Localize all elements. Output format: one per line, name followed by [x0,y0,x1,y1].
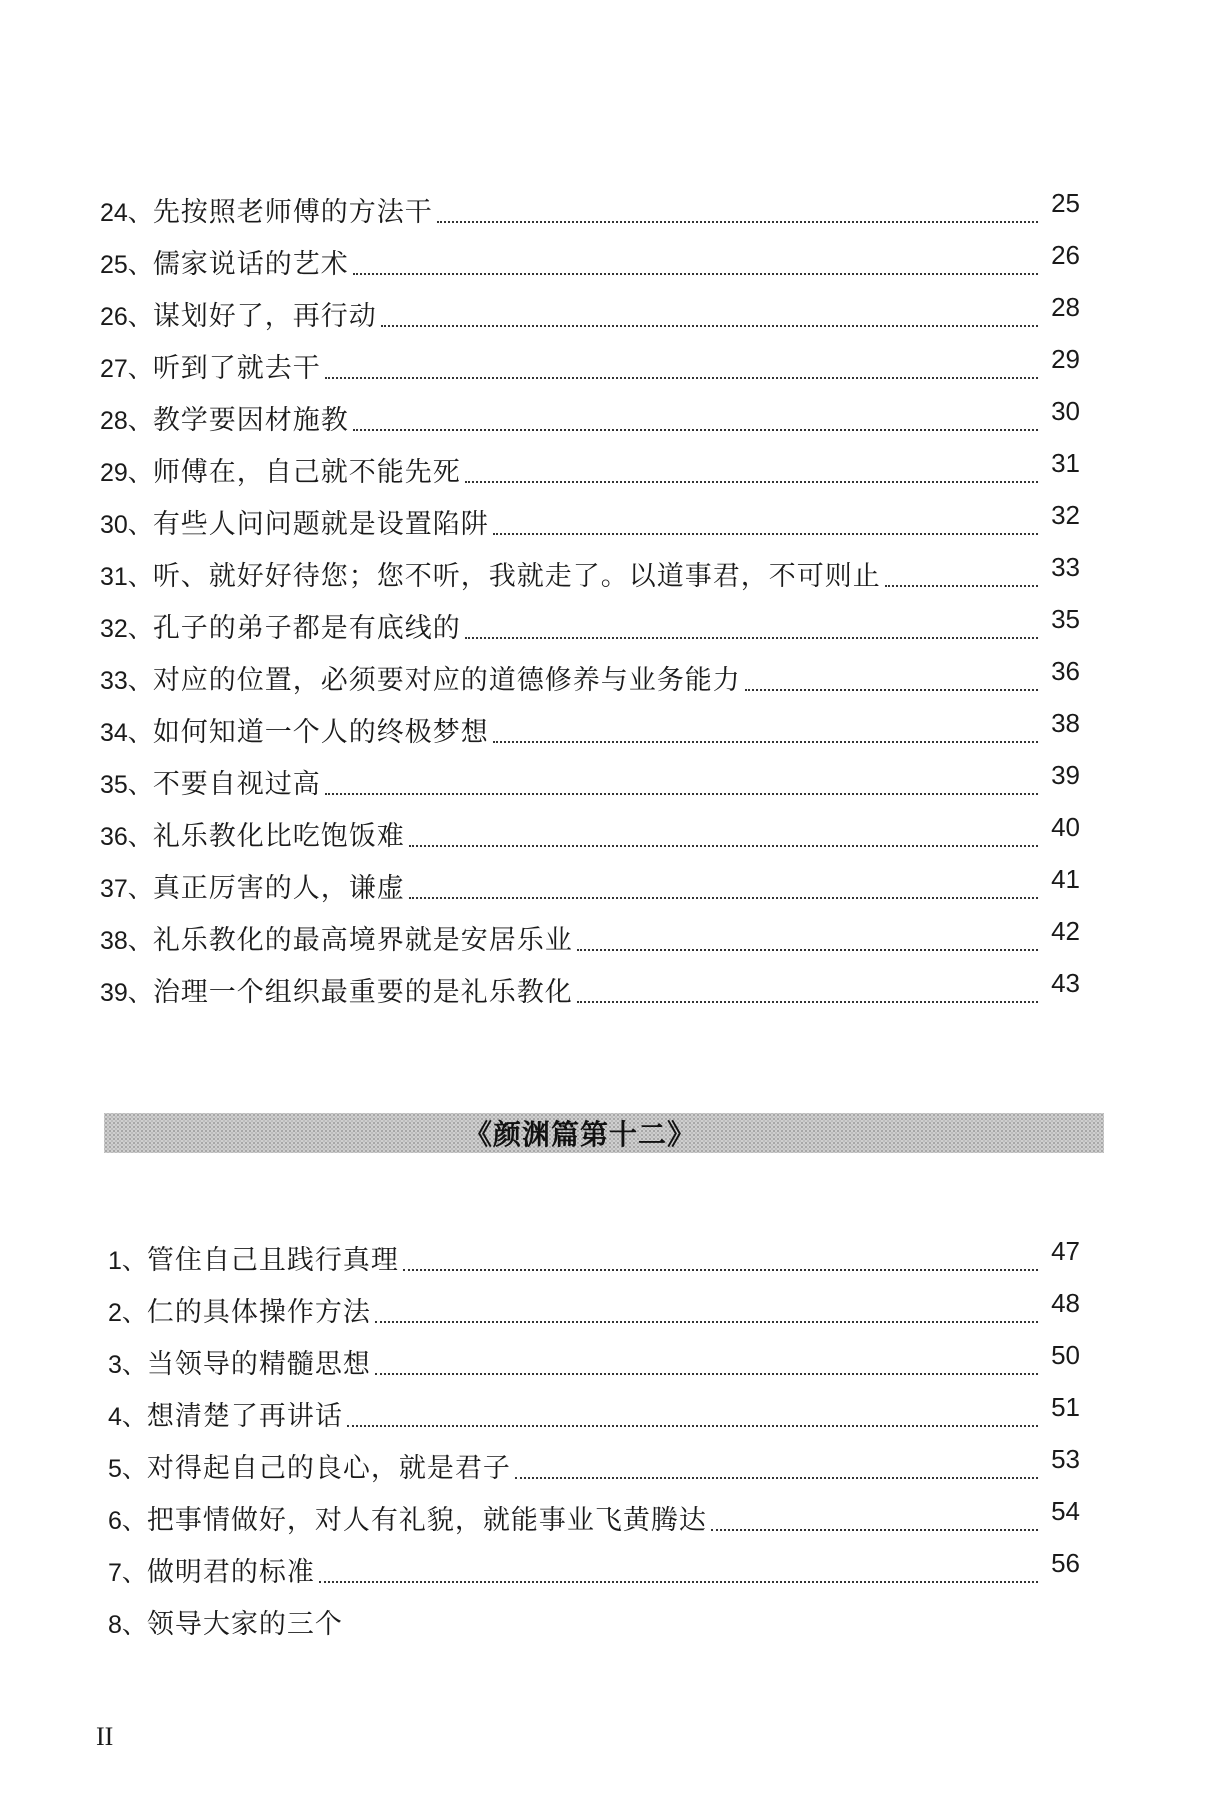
toc-entry[interactable] [108,1486,1080,1538]
toc-entry[interactable] [100,282,1080,334]
toc-entry-page: 28 [1051,292,1080,322]
toc-entry[interactable] [100,750,1080,802]
toc-entry[interactable] [100,958,1080,1010]
toc-entry-title: 先按照老师傅的方法干 [152,197,433,228]
toc-entry-page: 26 [1051,240,1080,270]
toc-dot-leader [381,325,1038,327]
toc-entry-number: 28、 [100,407,153,435]
toc-entry-title: 领导大家的三个 [146,1609,343,1640]
toc-entry-number: 7、 [108,1559,147,1587]
toc-entry[interactable] [100,906,1080,958]
toc-entry-page: 54 [1051,1496,1080,1526]
page-number-marker: II [96,1722,114,1751]
toc-entry-number: 2、 [108,1299,147,1327]
toc-entry[interactable] [100,438,1080,490]
toc-entry-title: 想清楚了再讲话 [146,1401,343,1432]
toc-dot-leader [437,221,1038,223]
toc-dot-leader [493,533,1038,535]
section-banner [104,1113,1104,1153]
toc-dot-leader [409,897,1038,899]
toc-dot-leader [403,1269,1038,1271]
toc-entry-number: 37、 [100,875,153,903]
toc-entry-page: 31 [1051,448,1080,478]
toc-dot-leader [465,481,1038,483]
toc-dot-leader [515,1477,1038,1479]
toc-entry-number: 8、 [108,1611,147,1639]
toc-entry-page: 51 [1051,1392,1080,1422]
toc-entry-page: 38 [1051,708,1080,738]
toc-entry[interactable] [108,1278,1080,1330]
toc-dot-leader [353,429,1038,431]
toc-entry-title: 教学要因材施教 [152,405,349,436]
toc-entry-title: 做明君的标准 [146,1557,315,1588]
toc-entry-title: 治理一个组织最重要的是礼乐教化 [152,977,573,1008]
toc-entry[interactable] [108,1538,1080,1590]
toc-dot-leader [493,741,1038,743]
toc-dot-leader [577,1001,1038,1003]
toc-entry[interactable] [108,1382,1080,1434]
toc-entry-title: 如何知道一个人的终极梦想 [152,717,489,748]
toc-entry[interactable] [108,1330,1080,1382]
toc-entry-title: 对得起自己的良心，就是君子 [146,1453,511,1484]
toc-entry-number: 29、 [100,459,153,487]
toc-entry-page: 35 [1051,604,1080,634]
section-title: 《颜渊篇第十二》 [463,1118,696,1151]
toc-entry-page: 29 [1051,344,1080,374]
toc-entry-title: 当领导的精髓思想 [146,1349,371,1380]
toc-dot-leader [353,273,1038,275]
toc-entry-page: 42 [1051,916,1080,946]
toc-entry[interactable] [100,854,1080,906]
toc-entry-title: 师傅在，自己就不能先死 [152,457,461,488]
toc-entry-number: 30、 [100,511,153,539]
toc-entry-number: 34、 [100,719,153,747]
toc-entry[interactable] [108,1226,1080,1278]
toc-entry[interactable] [100,802,1080,854]
toc-list-part1 [100,178,1080,1010]
toc-entry-number: 31、 [100,563,153,591]
toc-entry-title: 把事情做好，对人有礼貌，就能事业飞黄腾达 [146,1505,707,1536]
toc-entry-number: 35、 [100,771,153,799]
toc-entry-page: 30 [1051,396,1080,426]
toc-entry[interactable] [100,490,1080,542]
toc-entry-title: 听、就好好待您；您不听，我就走了。以道事君，不可则止 [152,561,881,592]
toc-entry[interactable] [100,334,1080,386]
toc-entry-number: 25、 [100,251,153,279]
toc-entry[interactable] [100,178,1080,230]
toc-entry[interactable] [100,646,1080,698]
toc-entry-page: 36 [1051,656,1080,686]
toc-entry-title: 对应的位置，必须要对应的道德修养与业务能力 [152,665,741,696]
toc-entry-title: 有些人问问题就是设置陷阱 [152,509,489,540]
toc-dot-leader [409,845,1038,847]
toc-entry-title: 真正厉害的人，谦虚 [152,873,405,904]
toc-entry-number: 5、 [108,1455,147,1483]
toc-entry-title: 礼乐教化的最高境界就是安居乐业 [152,925,573,956]
toc-entry-page: 56 [1051,1548,1080,1578]
toc-entry-number: 24、 [100,199,153,227]
toc-entry[interactable] [108,1590,1080,1642]
toc-dot-leader [319,1581,1038,1583]
toc-dot-leader [577,949,1038,951]
toc-entry-page: 25 [1051,188,1080,218]
toc-entry-title: 儒家说话的艺术 [152,249,349,280]
toc-entry-title: 管住自己且践行真理 [146,1245,399,1276]
toc-entry-page: 50 [1051,1340,1080,1370]
toc-dot-leader [325,793,1038,795]
toc-dot-leader [347,1425,1038,1427]
toc-entry-title: 仁的具体操作方法 [146,1297,371,1328]
toc-entry-page: 48 [1051,1288,1080,1318]
toc-dot-leader [885,585,1038,587]
toc-dot-leader [375,1321,1038,1323]
toc-entry[interactable] [100,230,1080,282]
toc-entry-page: 40 [1051,812,1080,842]
toc-entry-page: 53 [1051,1444,1080,1474]
toc-entry-title: 谋划好了，再行动 [152,301,377,332]
toc-entry-number: 32、 [100,615,153,643]
toc-entry-page: 33 [1051,552,1080,582]
toc-entry-number: 27、 [100,355,153,383]
toc-dot-leader [711,1529,1038,1531]
toc-entry-number: 33、 [100,667,153,695]
toc-entry-number: 36、 [100,823,153,851]
toc-entry-page: 39 [1051,760,1080,790]
toc-entry-page: 43 [1051,968,1080,998]
toc-dot-leader [325,377,1038,379]
toc-list-part2 [108,1226,1080,1642]
toc-entry-number: 3、 [108,1351,147,1379]
toc-entry[interactable] [100,386,1080,438]
toc-entry-number: 6、 [108,1507,147,1535]
toc-entry-number: 38、 [100,927,153,955]
toc-entry-number: 4、 [108,1403,147,1431]
toc-entry-page: 32 [1051,500,1080,530]
toc-entry[interactable] [100,698,1080,750]
toc-entry-title: 不要自视过高 [152,769,321,800]
toc-dot-leader [375,1373,1038,1375]
toc-dot-leader [745,689,1038,691]
toc-entry-number: 39、 [100,979,153,1007]
toc-entry-title: 孔子的弟子都是有底线的 [152,613,461,644]
toc-entry-title: 礼乐教化比吃饱饭难 [152,821,405,852]
toc-entry-title: 听到了就去干 [152,353,321,384]
toc-entry[interactable] [100,594,1080,646]
toc-entry[interactable] [108,1434,1080,1486]
toc-entry-page: 41 [1051,864,1080,894]
toc-entry-number: 26、 [100,303,153,331]
toc-entry[interactable] [100,542,1080,594]
toc-dot-leader [465,637,1038,639]
toc-entry-page: 47 [1051,1236,1080,1266]
toc-entry-number: 1、 [108,1247,147,1275]
